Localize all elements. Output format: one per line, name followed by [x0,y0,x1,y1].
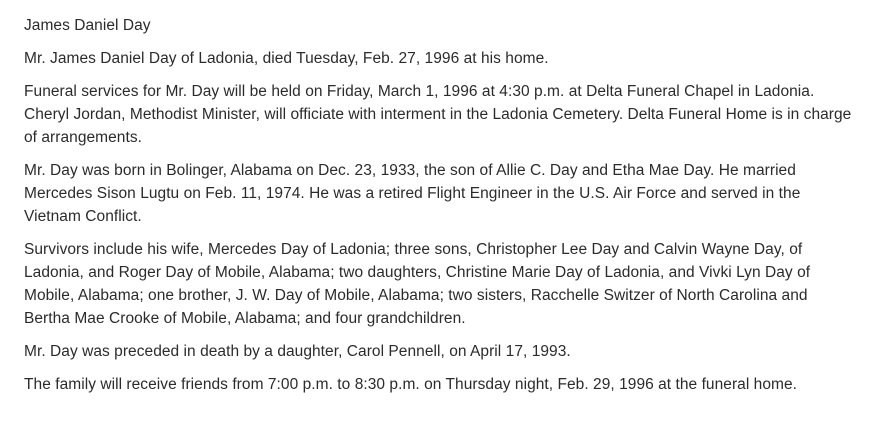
paragraph-preceded-in-death: Mr. Day was preceded in death by a daughter, Carol Pennell, on April 17, 1993. [24,343,571,360]
paragraph-survivors: Survivors include his wife, Mercedes Day of Ladonia; three sons, Christopher Lee Day and Calvin Wayne Day, of Ladonia, and Roger Day of Mobile, Alabama; two daughters, Christine Marie Day of Ladonia, and Vivki Lyn Day of Mobile, Alabama; one brother, J. W. Day of Mobile, Alabama; two sisters, Racchelle Switzer of North Carolina and Bertha Mae Crooke of Mobile, Alabama; and four grandchildren. [24,241,811,327]
obituary-title: James Daniel Day [24,17,151,34]
obituary-article [24,14,854,406]
paragraph-visitation: The family will receive friends from 7:00 p.m. to 8:30 p.m. on Thursday night, Feb. 29, 1996 at the funeral home. [24,376,798,393]
paragraph-death-notice: Mr. James Daniel Day of Ladonia, died Tuesday, Feb. 27, 1996 at his home. [24,50,549,67]
paragraph-biography: Mr. Day was born in Bolinger, Alabama on Dec. 23, 1933, the son of Allie C. Day and Etha Mae Day. He married Mercedes Sison Lugtu on Feb. 11, 1974. He was a retired Flight Engineer in the U.S. Air Force and served in the Vietnam Conflict. [24,162,801,225]
paragraph-funeral-services: Funeral services for Mr. Day will be held on Friday, March 1, 1996 at 4:30 p.m. at Delta Funeral Chapel in Ladonia. Cheryl Jordan, Methodist Minister, will officiate with interment in the Ladonia Cemetery. Delta Funeral Home is in charge of arrangements. [24,83,852,146]
